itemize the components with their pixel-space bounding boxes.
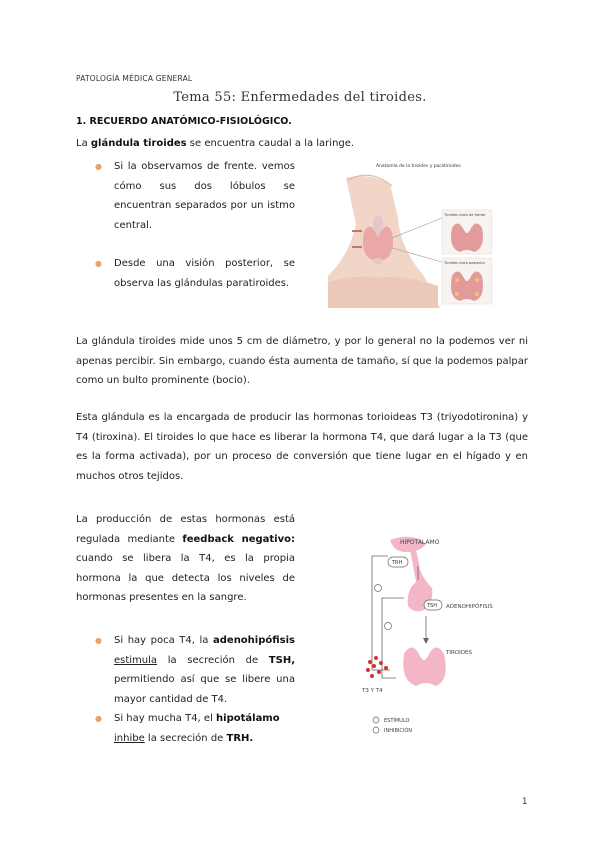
label-tick: [352, 230, 362, 232]
feedback-paragraph: La producción de estas hormonas está regulada mediante feedback negativo: cuando se libera la T4, es la propia hormona la que detecta los niveles de hormonas presentes en la sangre.: [76, 514, 295, 603]
thyroid-label: TIROIDES: [446, 650, 472, 656]
figure-caption: Anatomía de la tiroides y paratiroides: [376, 164, 461, 169]
feedback-diagram: [360, 530, 493, 740]
hormones-label: T3 Y T4: [362, 688, 383, 694]
parathyroid-icon: [475, 292, 479, 296]
front-view-label: Tiroides vista de frente: [444, 213, 486, 217]
inhibition-icon: [385, 623, 392, 630]
section-heading: 1. RECUERDO ANATÓMICO-FISIOLÓGICO.: [76, 116, 292, 127]
feedback-bullet-list: [93, 631, 295, 748]
trh-label: TRH: [392, 560, 403, 566]
stimulus-legend-label: ESTÍMULO: [384, 718, 410, 724]
back-view-label: Tiroides vista posterior: [444, 261, 486, 265]
stimulus-legend-icon: [373, 717, 379, 723]
bullet-icon: ●: [95, 259, 102, 268]
thyroid-anatomy-figure: [328, 158, 500, 308]
label-tick: [352, 246, 362, 248]
inhibition-legend-label: INHIBICIÓN: [384, 728, 412, 734]
list-item: ● Si la observamos de frente. vemos cómo sus dos lóbulos se encuentran separados por un istmo central.: [93, 157, 295, 235]
parathyroid-icon: [455, 292, 459, 296]
inhibition-icon: [375, 585, 382, 592]
adenohypophysis-label: ADENOHIPÓFISIS: [446, 604, 493, 610]
page-number: 1: [522, 797, 528, 807]
list-item: ● Desde una visión posterior, se observa las glándulas paratiroides.: [93, 254, 295, 293]
parathyroid-icon: [455, 278, 459, 282]
bullet-icon: ●: [95, 714, 102, 723]
anatomy-bullet-list: [93, 157, 295, 312]
hypothalamus-label: HIPOTÁLAMO: [400, 539, 440, 546]
hormones-paragraph: Esta glándula es la encargada de producir las hormonas torioideas T3 (triyodotironina) y T4 (tiroxina). El tiroides lo que hace es liberar la hormona T4, que dará lugar a la T3 (que es la forma activada), por un proceso de conversión que tiene lugar en el hígado y en muchos otros tejidos.: [76, 412, 528, 482]
list-item: ● Si hay poca T4, la adenohipófisis estimula la secreción de TSH, permitiendo así que se libere una mayor cantidad de T4.: [93, 631, 295, 709]
page-title: Tema 55: Enfermedades del tiroides.: [173, 90, 427, 105]
size-paragraph: La glándula tiroides mide unos 5 cm de diámetro, y por lo general no la podemos ver ni apenas percibir. Sin embargo, cuando ésta aumenta de tamaño, sí que la podemos palpar como un bulto prominente (bocio).: [76, 336, 528, 386]
bullet-icon: ●: [95, 636, 102, 645]
tsh-label: TSH: [427, 603, 437, 609]
bullet-icon: ●: [95, 162, 102, 171]
shoulders: [328, 277, 438, 308]
parathyroid-icon: [475, 278, 479, 282]
intro-paragraph: La glándula tiroides se encuentra caudal a la laringe.: [76, 138, 355, 149]
inhibition-legend-icon: [373, 727, 379, 733]
running-header: PATOLOGÍA MÉDICA GENERAL: [76, 74, 193, 83]
list-item: ● Si hay mucha T4, el hipotálamo inhibe la secreción de TRH.: [93, 709, 295, 748]
